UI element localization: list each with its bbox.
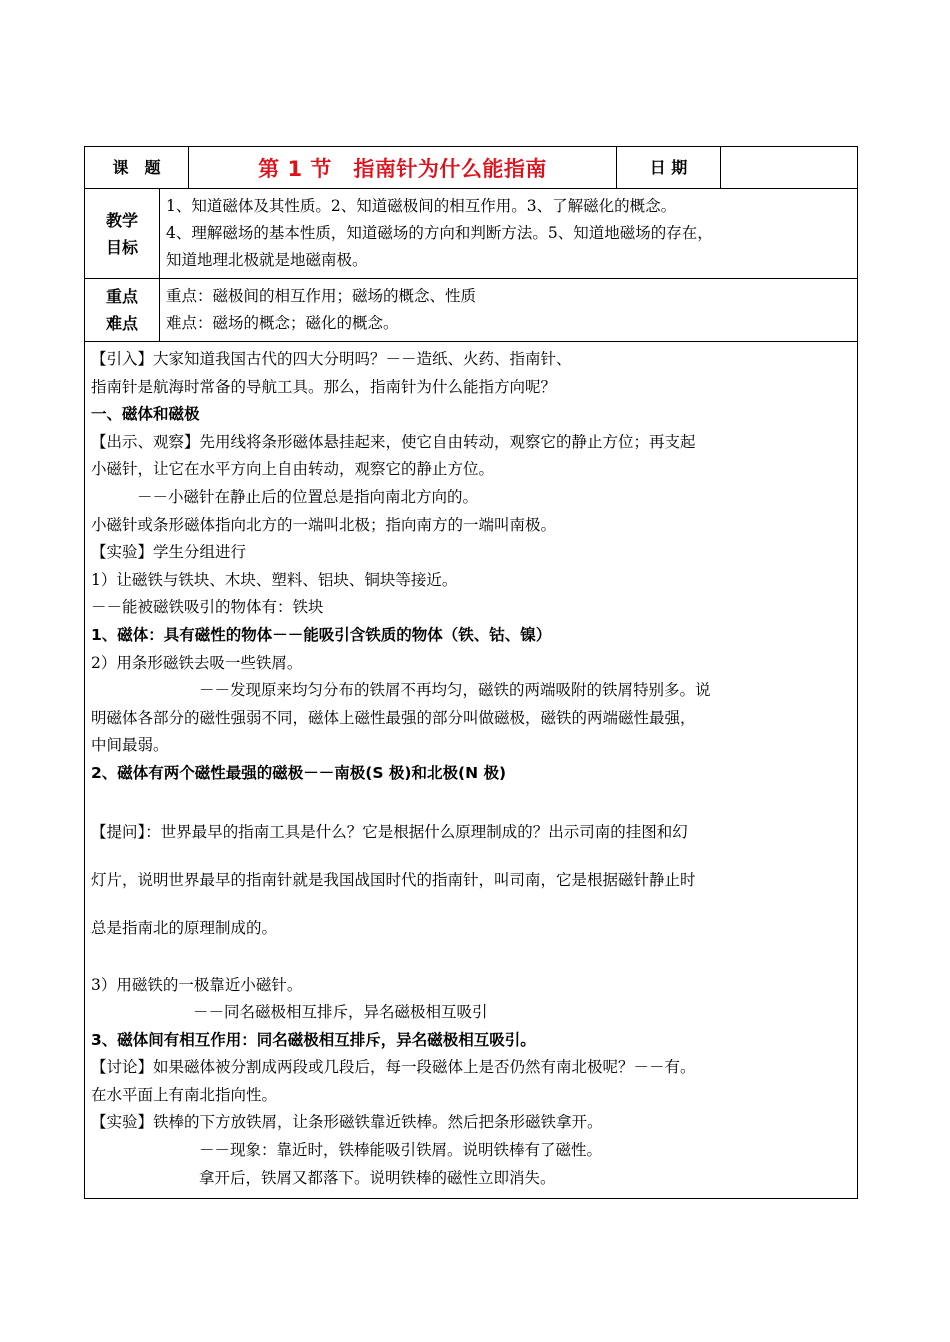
body-paragraph: －－同名磁极相互排斥，异名磁极相互吸引 bbox=[193, 1003, 488, 1022]
key-points-content bbox=[160, 279, 858, 342]
body-paragraph: 总是指南北的原理制成的。 bbox=[91, 918, 278, 937]
header-row bbox=[85, 147, 858, 189]
body-paragraph: 1）让磁铁与铁块、木块、塑料、铝块、铜块等接近。 bbox=[91, 570, 458, 589]
body-paragraph: 【出示、观察】先用线将条形磁体悬挂起来，使它自由转动，观察它的静止方位；再支起 bbox=[91, 432, 696, 451]
key-point-text: 重点：磁极间的相互作用；磁场的概念、性质 bbox=[166, 287, 477, 305]
key-points-label-line1: 重点 bbox=[105, 287, 138, 306]
body-paragraph: －－发现原来均匀分布的铁屑不再均匀，磁铁的两端吸附的铁屑特别多。说 bbox=[199, 681, 711, 700]
body-paragraph: 指南针是航海时常备的导航工具。那么，指南针为什么能指方向呢？ bbox=[91, 377, 557, 396]
body-paragraph: 小磁针或条形磁体指向北方的一端叫北极；指向南方的一端叫南极。 bbox=[91, 515, 557, 534]
body-paragraph: 小磁针，让它在水平方向上自由转动，观察它的静止方位。 bbox=[91, 460, 495, 479]
objective-line: 1、知道磁体及其性质。2、知道磁极间的相互作用。3、了解磁化的概念。 bbox=[166, 197, 677, 215]
body-paragraph: 2）用条形磁铁去吸一些铁屑。 bbox=[91, 653, 303, 672]
objectives-row bbox=[85, 189, 858, 279]
lesson-plan-table bbox=[84, 146, 858, 1199]
objective-line: 4、理解磁场的基本性质，知道磁场的方向和判断方法。5、知道地磁场的存在， bbox=[166, 224, 713, 242]
spacer bbox=[91, 788, 851, 808]
body-paragraph: 【实验】铁棒的下方放铁屑，让条形磁铁靠近铁棒。然后把条形磁铁拿开。 bbox=[91, 1113, 603, 1132]
objective-line: 知道地理北极就是地磁南极。 bbox=[166, 251, 368, 269]
date-label: 日 期 bbox=[617, 147, 721, 189]
topic-label: 课 题 bbox=[85, 147, 189, 189]
key-points-label bbox=[85, 279, 160, 342]
spacer bbox=[91, 952, 851, 972]
body-paragraph: 灯片，说明世界最早的指南针就是我国战国时代的指南针，叫司南，它是根据磁针静止时 bbox=[91, 870, 696, 889]
lesson-title: 第 1 节 指南针为什么能指南 bbox=[189, 147, 617, 189]
difficulty-text: 难点：磁场的概念；磁化的概念。 bbox=[166, 314, 399, 332]
body-paragraph: －－现象：靠近时，铁棒能吸引铁屑。说明铁棒有了磁性。 bbox=[199, 1141, 603, 1160]
objectives-content bbox=[160, 189, 858, 279]
key-conclusion: 2、磁体有两个磁性最强的磁极－－南极(S 极)和北极(N 极) bbox=[91, 763, 507, 782]
key-conclusion: 3、磁体间有相互作用：同名磁极相互排斥，异名磁极相互吸引。 bbox=[91, 1030, 536, 1049]
body-paragraph: 【提问】：世界最早的指南工具是什么？它是根据什么原理制成的？出示司南的挂图和幻 bbox=[91, 822, 688, 841]
key-conclusion: 1、磁体：具有磁性的物体－－能吸引含铁质的物体（铁、钴、镍） bbox=[91, 625, 552, 644]
body-paragraph: 明磁体各部分的磁性强弱不同，磁体上磁性最强的部分叫做磁极，磁铁的两端磁性最强， bbox=[91, 708, 696, 727]
body-paragraph: 在水平面上有南北指向性。 bbox=[91, 1085, 278, 1104]
body-row bbox=[85, 342, 858, 1199]
body-paragraph: 拿开后，铁屑又都落下。说明铁棒的磁性立即消失。 bbox=[199, 1168, 556, 1187]
lesson-plan-sheet bbox=[84, 146, 857, 1199]
body-paragraph: 【实验】学生分组进行 bbox=[91, 543, 247, 562]
body-paragraph: －－能被磁铁吸引的物体有：铁块 bbox=[91, 598, 324, 617]
body-paragraph: －－小磁针在静止后的位置总是指向南北方向的。 bbox=[137, 487, 479, 506]
objectives-label-line1: 教学 bbox=[105, 210, 138, 230]
section-heading: 一、磁体和磁极 bbox=[91, 405, 200, 424]
date-value bbox=[721, 147, 858, 189]
body-paragraph: 【引入】大家知道我国古代的四大分明吗？－－造纸、火药、指南针、 bbox=[91, 350, 572, 368]
objectives-label-line2: 目标 bbox=[105, 237, 138, 257]
objectives-label bbox=[85, 189, 160, 279]
body-paragraph: 【讨论】如果磁体被分割成两段或几段后，每一段磁体上是否仍然有南北极呢？－－有。 bbox=[91, 1058, 696, 1077]
body-paragraph: 3）用磁铁的一极靠近小磁针。 bbox=[91, 975, 303, 994]
lesson-body bbox=[85, 342, 858, 1199]
body-paragraph: 中间最弱。 bbox=[91, 736, 169, 755]
key-points-label-line2: 难点 bbox=[105, 314, 138, 333]
key-points-row bbox=[85, 279, 858, 342]
